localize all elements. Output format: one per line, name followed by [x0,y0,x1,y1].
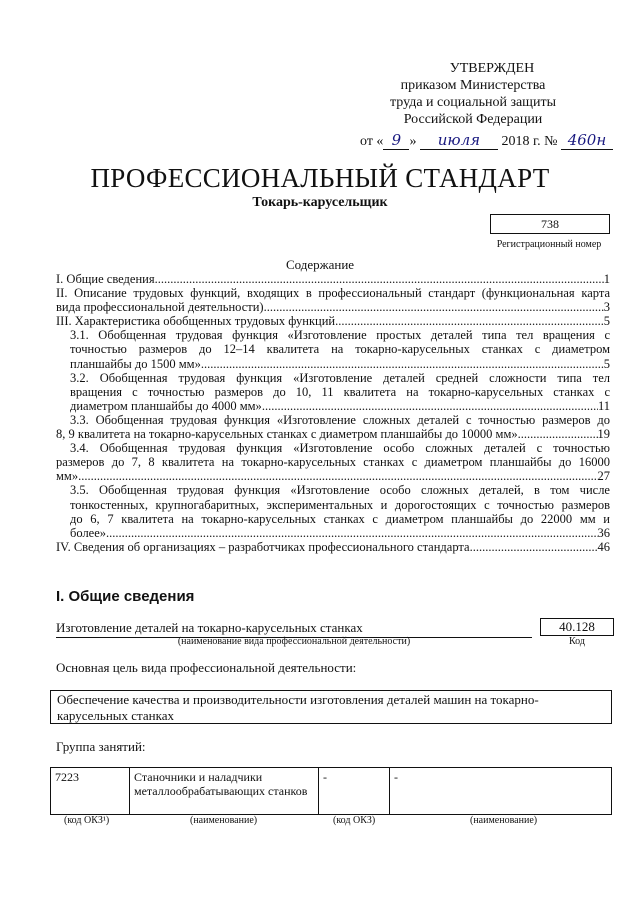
caption-okz-code: (код ОКЗ) [333,815,376,826]
toc-item-line: 3.2. Обобщенная трудовая функция «Изготовление деталей средней сложности типа тел [70,370,610,385]
registration-number-caption: Регистрационный номер [496,239,602,250]
toc-page: 1 [603,272,610,286]
page-title: ПРОФЕССИОНАЛЬНЫЙ СТАНДАРТ [90,163,550,193]
toc-item-line: II. Описание трудовых функций, входящих в профессиональный стандарт (функциональная карта [56,286,610,301]
section-heading: I. Общие сведения [56,588,195,605]
toc-page: 46 [597,539,610,554]
registration-number-box: 738 [490,214,610,234]
toc-item[interactable]: мм» ..... 27 [56,469,610,483]
toc-page: 11 [597,398,610,413]
approval-number: 460н [561,131,613,150]
toc-item[interactable]: вида профессиональной деятельности) ..... 3 [56,300,610,314]
approval-day: 9 [383,131,409,150]
toc-item[interactable]: III. Характеристика обобщенных трудовых функций ..... 5 [56,314,610,328]
toc-item-line: 3.5. Обобщенная трудовая функция «Изготовление особо сложных деталей, в том числе [70,483,610,498]
toc-item-line: 3.3. Обобщенная трудовая функция «Изготовление сложных деталей с точностью размеров до [70,412,610,427]
page-subtitle: Токарь-карусельщик [252,195,388,210]
approval-status: УТВЕРЖДЕН [449,61,535,76]
approval-year: 2018 г. № [501,134,558,149]
purpose-text-line: карусельных станках [57,708,174,723]
toc-item-line: до 6, 7 квалитета на токарно-карусельных станках с диаметром планшайбы до 22000 мм и [70,511,610,526]
occupation-group-table [50,767,612,815]
toc-item[interactable]: планшайбы до 1500 мм» ..... 5 [70,357,610,371]
approval-line-1: приказом Министерства [400,78,546,93]
toc-item[interactable]: 8, 9 квалитета на токарно-карусельных станках с диаметром планшайбы до 10000 мм» ..... 19 [56,427,610,441]
purpose-label: Основная цель вида профессиональной деятельности: [56,660,357,675]
purpose-text-line: Обеспечение качества и производительности изготовления деталей машин на токарно- [57,692,539,707]
occupation-name-cell: - [390,768,612,815]
toc-item[interactable]: IV. Сведения об организациях – разработчиках профессионального стандарта ..... 46 [56,540,610,554]
caption-name: (наименование) [190,815,258,826]
activity-code-caption: Код [569,636,585,647]
activity-kind-field: Изготовление деталей на токарно-карусельных станках [56,620,532,638]
activity-code-box: 40.128 [540,618,614,636]
toc-item-line: точностью размеров до 12–14 квалитета на токарно-карусельных станках с диаметром [70,342,610,357]
toc-item-line: вращения с точностью размеров до 10, 11 квалитета на токарно-карусельных станках с [70,384,610,399]
okz-code-cell: - [319,768,390,815]
approval-line-2: труда и социальной защиты [390,95,556,110]
approval-month: июля [420,131,498,150]
activity-kind-caption: (наименование вида профессиональной деятельности) [177,636,411,647]
toc-page: 5 [603,356,610,371]
toc-item-line: 3.4. Обобщенная трудовая функция «Изготовление особо сложных деталей с точностью [70,441,610,456]
toc-item-line: размеров до 7, 8 квалитета на токарно-карусельных станках с диаметром планшайбы до 16000 [56,455,610,470]
toc-page: 3 [603,300,610,315]
table-of-contents [56,272,610,554]
approval-block [358,60,588,128]
toc-item[interactable]: более» ..... 36 [70,526,610,540]
approval-line-3: Российской Федерации [403,112,543,127]
toc-heading: Содержание [285,257,355,272]
toc-page: 36 [597,525,610,540]
caption-okz-code: (код ОКЗ¹) [64,815,110,826]
caption-name: (наименование) [470,815,538,826]
toc-page: 5 [603,314,610,329]
toc-page: 27 [597,469,610,484]
toc-item[interactable]: I. Общие сведения ..... 1 [56,272,610,286]
approval-date-line: от « 9 » июля 2018 г. № 460н [360,131,613,150]
toc-item-line: тонкостенных, крупногабаритных, экспериментальных и дорогостоящих с точностью размеров [70,497,610,512]
toc-item[interactable]: диаметром планшайбы до 4000 мм» ..... 11 [70,399,610,413]
okz-code-cell: 7223 [51,768,130,815]
occupation-group-label: Группа занятий: [56,739,146,754]
purpose-box [50,690,612,724]
toc-item-line: 3.1. Обобщенная трудовая функция «Изготовление простых деталей типа тел вращения с [70,328,610,343]
occupation-name-cell: Станочники и наладчики металлообрабатывающих станков [130,768,319,815]
toc-page: 19 [597,427,610,442]
table-row [51,768,612,815]
